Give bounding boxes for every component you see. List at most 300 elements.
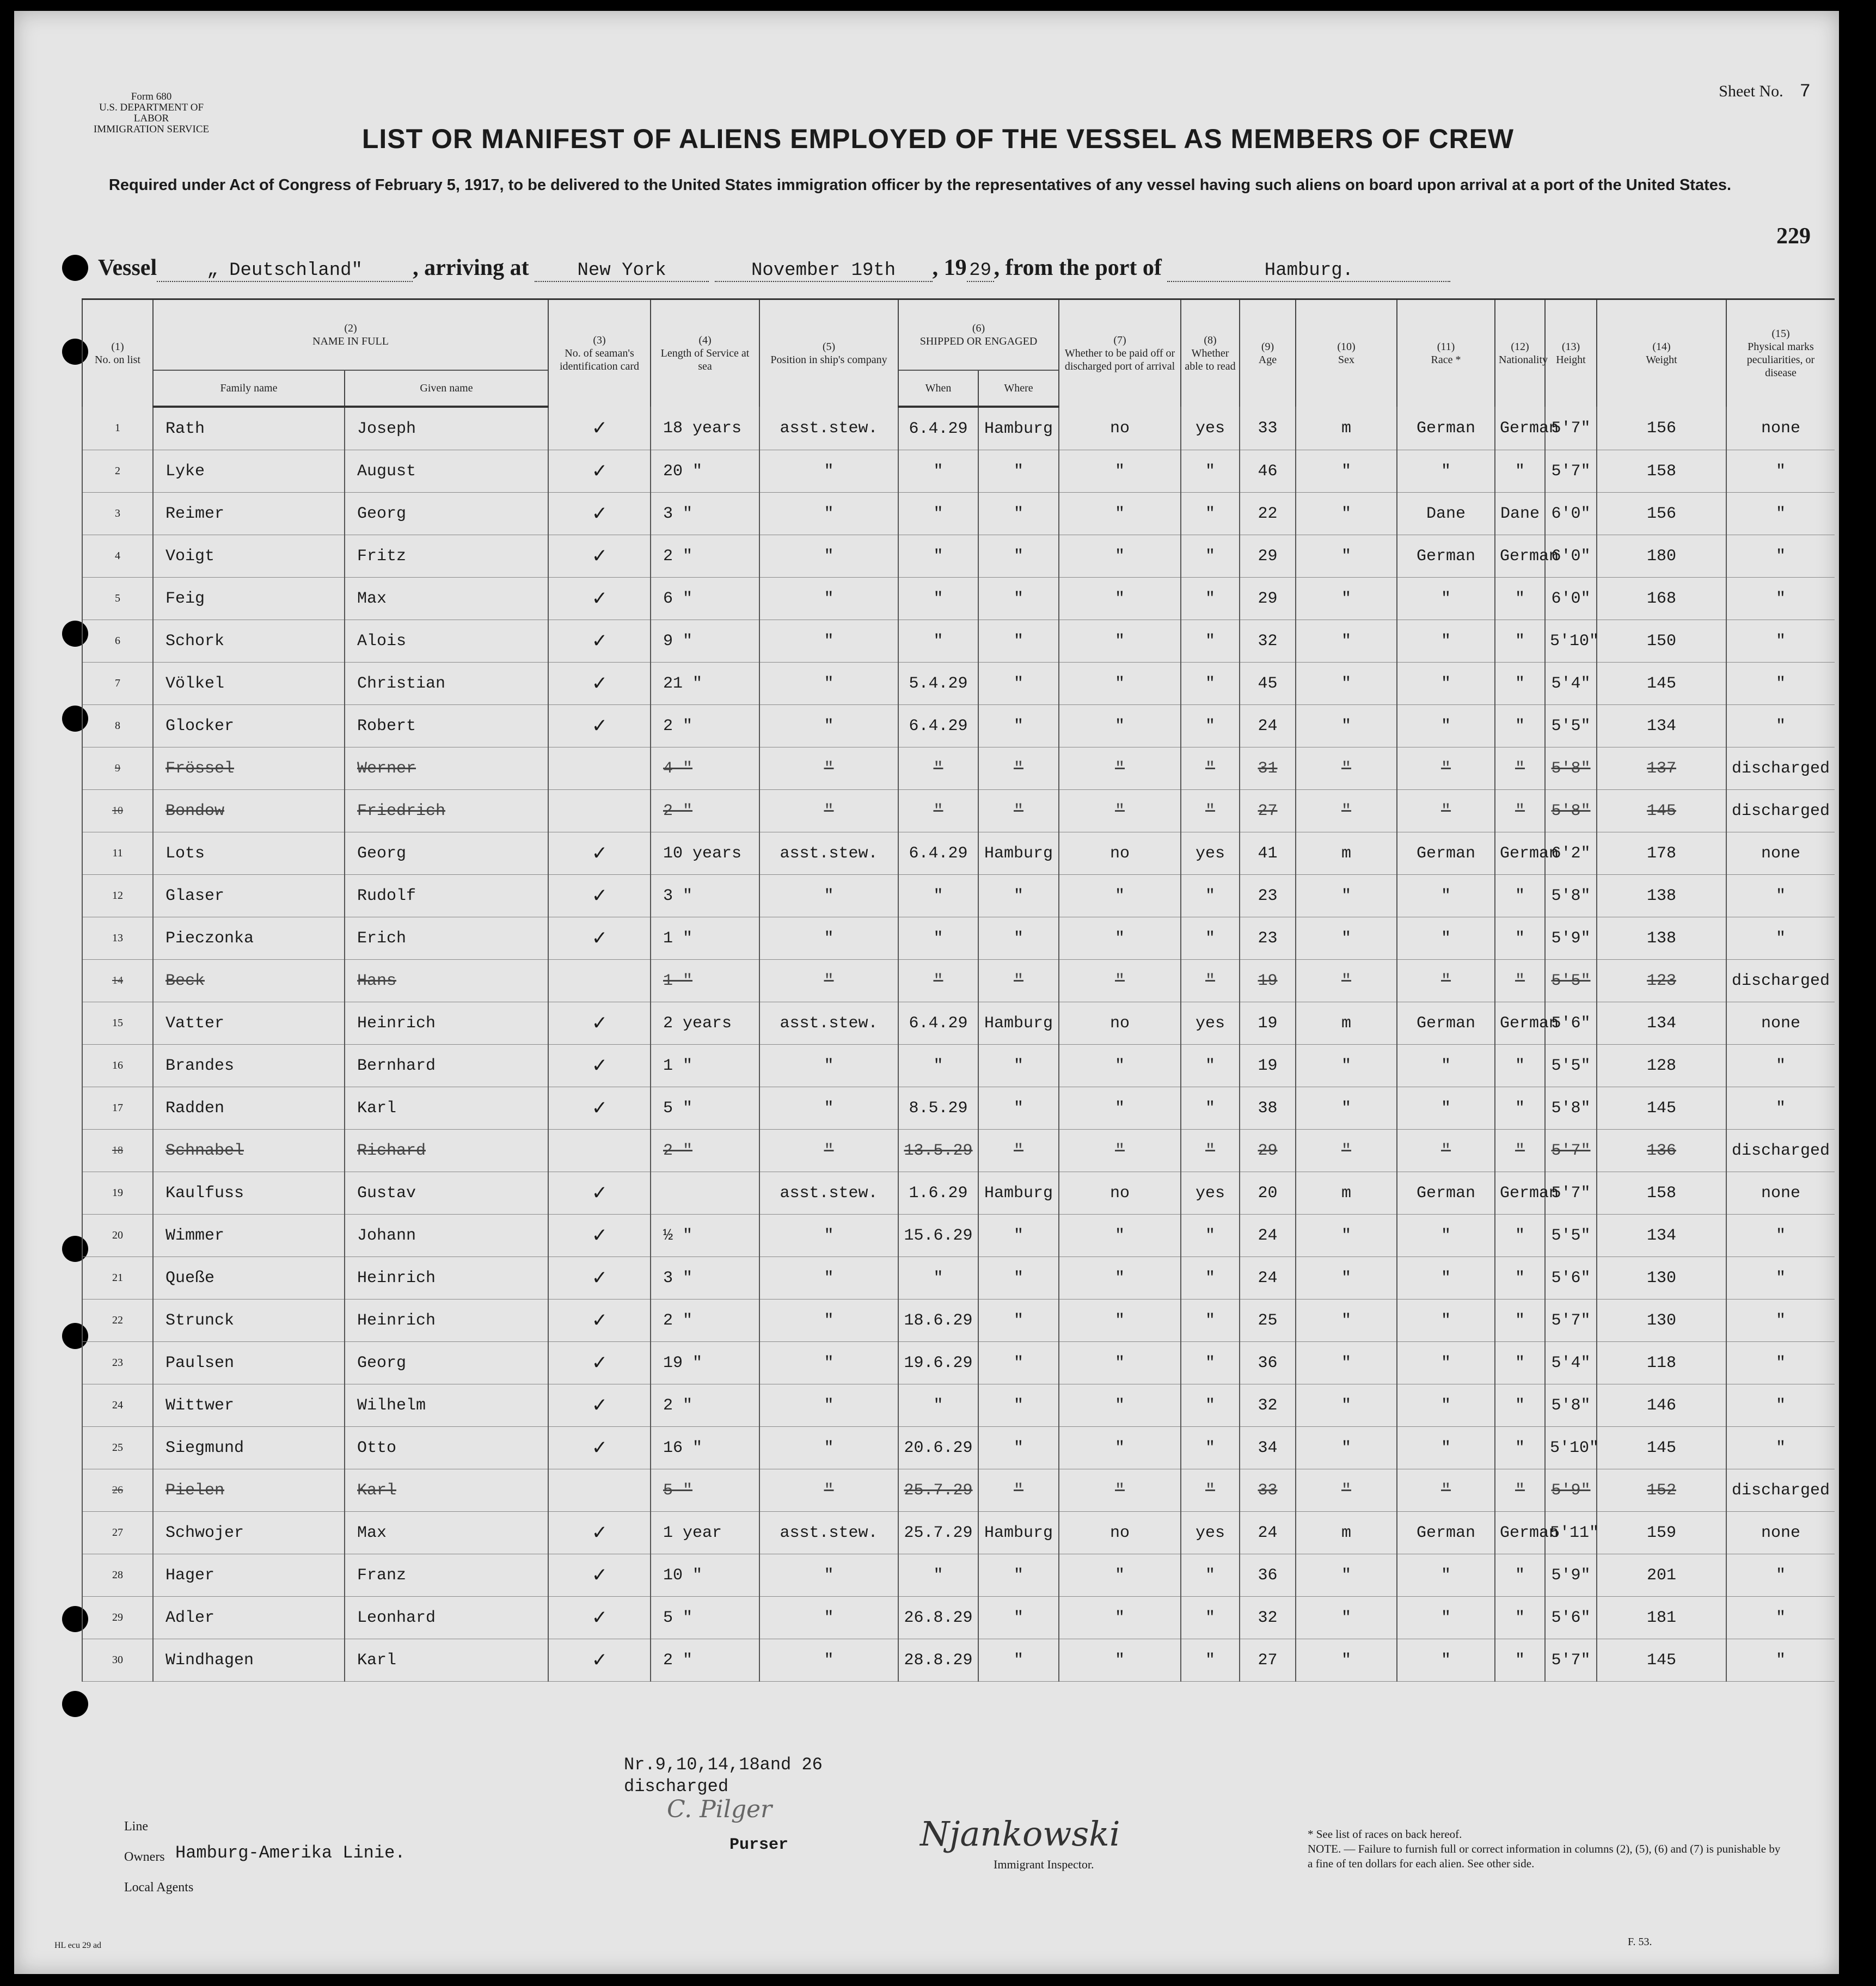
height-cell: 6'0" — [1545, 535, 1597, 578]
height-cell: 5'6" — [1545, 1002, 1597, 1045]
shipped-where-cell: Hamburg — [978, 1002, 1059, 1045]
table-row — [82, 1087, 1835, 1130]
position-cell: " — [759, 747, 898, 790]
age-cell: 24 — [1240, 1512, 1296, 1554]
shipped-where-cell: " — [978, 960, 1059, 1002]
crew-table — [82, 298, 1835, 1682]
owners-value: Hamburg-Amerika Linie. — [175, 1843, 406, 1863]
table-row — [82, 1215, 1835, 1257]
age-cell: 24 — [1240, 705, 1296, 747]
paid-off-cell: no — [1059, 1172, 1181, 1215]
table-row — [82, 1257, 1835, 1300]
given-name-cell: Werner — [345, 747, 548, 790]
col-index: (7) — [1113, 334, 1126, 346]
id-card-check-cell: ✓ — [548, 1512, 651, 1554]
id-card-check-cell — [548, 1469, 651, 1512]
paid-off-cell: " — [1059, 1045, 1181, 1087]
nationality-cell: " — [1495, 1597, 1545, 1639]
position-cell: " — [759, 1087, 898, 1130]
shipped-when-cell: " — [898, 578, 978, 620]
sex-cell: " — [1296, 1639, 1397, 1682]
shipped-where-cell: " — [978, 620, 1059, 663]
position-cell: " — [759, 790, 898, 832]
col-height-header — [1545, 299, 1597, 407]
row-number-cell: 22 — [82, 1300, 153, 1342]
table-row — [82, 1045, 1835, 1087]
shipped-where-cell: " — [978, 1045, 1059, 1087]
age-cell: 29 — [1240, 1130, 1296, 1172]
col-index: (4) — [698, 334, 712, 346]
weight-cell: 145 — [1597, 790, 1726, 832]
position-cell: " — [759, 620, 898, 663]
physical-marks-cell: discharged — [1726, 790, 1835, 832]
id-card-check-cell — [548, 960, 651, 1002]
id-card-check-cell: ✓ — [548, 1554, 651, 1597]
shipped-where-cell: " — [978, 1427, 1059, 1469]
able-to-read-cell: " — [1181, 1384, 1240, 1427]
family-name-cell: Schnabel — [153, 1130, 345, 1172]
shipped-when-cell: 19.6.29 — [898, 1342, 978, 1384]
shipped-where-cell: Hamburg — [978, 832, 1059, 875]
age-cell: 32 — [1240, 1384, 1296, 1427]
given-name-cell: Karl — [345, 1087, 548, 1130]
family-name-cell: Windhagen — [153, 1639, 345, 1682]
shipped-when-cell: 25.7.29 — [898, 1512, 978, 1554]
table-row — [82, 578, 1835, 620]
given-name-cell: Leonhard — [345, 1597, 548, 1639]
service-length-cell: 6 " — [651, 578, 759, 620]
paid-off-cell: " — [1059, 1300, 1181, 1342]
id-card-check-cell: ✓ — [548, 875, 651, 917]
position-cell: " — [759, 705, 898, 747]
shipped-where-cell: " — [978, 663, 1059, 705]
id-card-check-cell: ✓ — [548, 705, 651, 747]
id-card-check-cell: ✓ — [548, 1384, 651, 1427]
age-cell: 19 — [1240, 960, 1296, 1002]
race-cell: " — [1397, 663, 1495, 705]
nationality-cell: " — [1495, 1215, 1545, 1257]
weight-cell: 137 — [1597, 747, 1726, 790]
id-card-check-cell: ✓ — [548, 620, 651, 663]
weight-cell: 123 — [1597, 960, 1726, 1002]
service-length-cell: 2 " — [651, 1130, 759, 1172]
inspector-label: Immigrant Inspector. — [994, 1858, 1094, 1871]
shipped-where-cell: " — [978, 1130, 1059, 1172]
sex-cell: " — [1296, 1554, 1397, 1597]
col-weight-header — [1597, 299, 1726, 407]
height-cell: 5'4" — [1545, 1342, 1597, 1384]
shipped-where-cell: " — [978, 747, 1059, 790]
sex-cell: " — [1296, 917, 1397, 960]
row-number-cell: 13 — [82, 917, 153, 960]
age-cell: 29 — [1240, 535, 1296, 578]
id-card-check-cell: ✓ — [548, 1002, 651, 1045]
sex-cell: " — [1296, 1130, 1397, 1172]
race-cell: " — [1397, 1554, 1495, 1597]
family-name-cell: Brandes — [153, 1045, 345, 1087]
family-name-cell: Radden — [153, 1087, 345, 1130]
race-cell: " — [1397, 1469, 1495, 1512]
shipped-where-cell: " — [978, 1639, 1059, 1682]
id-card-check-cell: ✓ — [548, 832, 651, 875]
position-cell: " — [759, 1554, 898, 1597]
position-cell: " — [759, 1384, 898, 1427]
nationality-cell: " — [1495, 705, 1545, 747]
col-label: NAME IN FULL — [312, 335, 389, 347]
table-row — [82, 1512, 1835, 1554]
sex-cell: " — [1296, 1215, 1397, 1257]
able-to-read-cell: " — [1181, 1554, 1240, 1597]
family-name-cell: Völkel — [153, 663, 345, 705]
table-row — [82, 1130, 1835, 1172]
family-name-cell: Vatter — [153, 1002, 345, 1045]
weight-cell: 130 — [1597, 1257, 1726, 1300]
shipped-where-cell: " — [978, 1257, 1059, 1300]
weight-cell: 138 — [1597, 875, 1726, 917]
arrival-port: New York — [535, 260, 709, 282]
weight-cell: 134 — [1597, 1215, 1726, 1257]
able-to-read-cell: yes — [1181, 832, 1240, 875]
able-to-read-cell: " — [1181, 1342, 1240, 1384]
col-number-header — [82, 299, 153, 407]
race-cell: " — [1397, 705, 1495, 747]
weight-cell: 145 — [1597, 1639, 1726, 1682]
col-index: (15) — [1771, 328, 1790, 340]
given-name-cell: Christian — [345, 663, 548, 705]
row-number-cell: 1 — [82, 407, 153, 450]
line-label: Line — [124, 1819, 148, 1834]
given-name-cell: Richard — [345, 1130, 548, 1172]
age-cell: 19 — [1240, 1045, 1296, 1087]
table-row — [82, 960, 1835, 1002]
given-name-cell: Bernhard — [345, 1045, 548, 1087]
physical-marks-cell: none — [1726, 1512, 1835, 1554]
given-name-cell: Franz — [345, 1554, 548, 1597]
row-number-cell: 12 — [82, 875, 153, 917]
paid-off-cell: " — [1059, 1257, 1181, 1300]
paid-off-cell: " — [1059, 1639, 1181, 1682]
weight-cell: 145 — [1597, 1427, 1726, 1469]
col-marks-header — [1726, 299, 1835, 407]
age-cell: 33 — [1240, 1469, 1296, 1512]
physical-marks-cell: " — [1726, 705, 1835, 747]
paid-off-cell: " — [1059, 620, 1181, 663]
position-cell: " — [759, 960, 898, 1002]
able-to-read-cell: yes — [1181, 1512, 1240, 1554]
able-to-read-cell: " — [1181, 917, 1240, 960]
height-cell: 5'9" — [1545, 1469, 1597, 1512]
service-length-cell: 1 " — [651, 1045, 759, 1087]
table-row — [82, 1427, 1835, 1469]
family-name-cell: Lots — [153, 832, 345, 875]
able-to-read-cell: " — [1181, 450, 1240, 493]
shipped-when-cell: 26.8.29 — [898, 1597, 978, 1639]
col-index: (1) — [111, 341, 124, 353]
table-row — [82, 917, 1835, 960]
family-name-cell: Paulsen — [153, 1342, 345, 1384]
race-cell: " — [1397, 875, 1495, 917]
col-label: Age — [1258, 354, 1277, 366]
height-cell: 6'0" — [1545, 578, 1597, 620]
position-cell: " — [759, 1427, 898, 1469]
physical-marks-cell: " — [1726, 1597, 1835, 1639]
paid-off-cell: " — [1059, 1130, 1181, 1172]
col-label: Nationality — [1499, 354, 1548, 366]
col-nationality-header — [1495, 299, 1548, 407]
age-cell: 34 — [1240, 1427, 1296, 1469]
service-length-cell: 21 " — [651, 663, 759, 705]
year-prefix: , 19 — [932, 255, 967, 280]
shipped-when-cell: 6.4.29 — [898, 705, 978, 747]
paid-off-cell: " — [1059, 875, 1181, 917]
paid-off-cell: " — [1059, 790, 1181, 832]
position-cell: " — [759, 1215, 898, 1257]
sex-cell: " — [1296, 1300, 1397, 1342]
sex-cell: " — [1296, 1045, 1397, 1087]
service-length-cell: 10 " — [651, 1554, 759, 1597]
col-position-header — [759, 299, 898, 407]
family-name-cell: Glocker — [153, 705, 345, 747]
given-name-cell: Max — [345, 578, 548, 620]
race-cell: " — [1397, 450, 1495, 493]
col-card-header — [548, 299, 651, 407]
position-cell: asst.stew. — [759, 1002, 898, 1045]
shipped-when-cell: " — [898, 493, 978, 535]
row-number-cell: 17 — [82, 1087, 153, 1130]
position-cell: " — [759, 1342, 898, 1384]
age-cell: 45 — [1240, 663, 1296, 705]
arrival-year: 29 — [967, 260, 994, 282]
age-cell: 33 — [1240, 407, 1296, 450]
race-cell: " — [1397, 620, 1495, 663]
row-number-cell: 27 — [82, 1512, 153, 1554]
position-cell: " — [759, 663, 898, 705]
row-number-cell: 23 — [82, 1342, 153, 1384]
paid-off-cell: " — [1059, 1427, 1181, 1469]
race-cell: " — [1397, 1045, 1495, 1087]
physical-marks-cell: " — [1726, 1639, 1835, 1682]
id-card-check-cell: ✓ — [548, 493, 651, 535]
able-to-read-cell: yes — [1181, 1002, 1240, 1045]
given-name-cell: Karl — [345, 1639, 548, 1682]
id-card-check-cell: ✓ — [548, 1427, 651, 1469]
penalty-note: NOTE. — Failure to furnish full or correct information in columns (2), (5), (6) and (7) is punishable by a fine of ten dollars for each alien. See other side. — [1308, 1842, 1781, 1870]
race-cell: German — [1397, 1172, 1495, 1215]
family-name-cell: Schork — [153, 620, 345, 663]
given-name-cell: August — [345, 450, 548, 493]
shipped-when-cell: 5.4.29 — [898, 663, 978, 705]
family-name-cell: Glaser — [153, 875, 345, 917]
table-row — [82, 1469, 1835, 1512]
table-row — [82, 1002, 1835, 1045]
position-cell: asst.stew. — [759, 1172, 898, 1215]
position-cell: asst.stew. — [759, 832, 898, 875]
row-number-cell: 3 — [82, 493, 153, 535]
given-name-cell: Joseph — [345, 407, 548, 450]
age-cell: 23 — [1240, 875, 1296, 917]
family-name-cell: Feig — [153, 578, 345, 620]
race-cell: " — [1397, 960, 1495, 1002]
able-to-read-cell: " — [1181, 1469, 1240, 1512]
shipped-when-cell: " — [898, 1045, 978, 1087]
age-cell: 25 — [1240, 1300, 1296, 1342]
physical-marks-cell: " — [1726, 535, 1835, 578]
table-row — [82, 1300, 1835, 1342]
shipped-when-cell: " — [898, 875, 978, 917]
position-cell: " — [759, 578, 898, 620]
id-card-check-cell — [548, 790, 651, 832]
weight-cell: 158 — [1597, 450, 1726, 493]
col-index: (13) — [1561, 341, 1580, 353]
discharged-note — [624, 1754, 823, 1798]
service-length-cell: 1 " — [651, 960, 759, 1002]
age-cell: 32 — [1240, 1597, 1296, 1639]
form-code-footer: F. 53. — [1628, 1936, 1652, 1948]
weight-cell: 146 — [1597, 1384, 1726, 1427]
race-cell: " — [1397, 1384, 1495, 1427]
shipped-where-cell: " — [978, 1469, 1059, 1512]
sex-cell: " — [1296, 535, 1397, 578]
row-number-cell: 9 — [82, 747, 153, 790]
col-label: Length of Service at sea — [660, 347, 750, 372]
sex-cell: " — [1296, 493, 1397, 535]
shipped-where-cell: Hamburg — [978, 407, 1059, 450]
discharged-numbers: Nr.9,10,14,18and 26 — [624, 1755, 823, 1775]
given-name-cell: Georg — [345, 832, 548, 875]
age-cell: 27 — [1240, 1639, 1296, 1682]
physical-marks-cell: " — [1726, 917, 1835, 960]
service-length-cell: 5 " — [651, 1469, 759, 1512]
sex-cell: " — [1296, 1469, 1397, 1512]
service-length-cell: 5 " — [651, 1087, 759, 1130]
paid-off-cell: " — [1059, 493, 1181, 535]
service-length-cell: 2 years — [651, 1002, 759, 1045]
family-name-cell: Rath — [153, 407, 345, 450]
race-cell: " — [1397, 1215, 1495, 1257]
nationality-cell: " — [1495, 663, 1545, 705]
service-length-cell: 3 " — [651, 875, 759, 917]
weight-cell: 168 — [1597, 578, 1726, 620]
nationality-cell: German — [1495, 1172, 1545, 1215]
vessel-name: „ Deutschland" — [157, 260, 413, 282]
col-given-name-header: Given name — [345, 370, 548, 407]
id-card-check-cell: ✓ — [548, 535, 651, 578]
age-cell: 27 — [1240, 790, 1296, 832]
nationality-cell: " — [1495, 875, 1545, 917]
row-number-cell: 6 — [82, 620, 153, 663]
height-cell: 6'2" — [1545, 832, 1597, 875]
sex-cell: " — [1296, 620, 1397, 663]
paid-off-cell: " — [1059, 450, 1181, 493]
shipped-when-cell: 28.8.29 — [898, 1639, 978, 1682]
row-number-cell: 29 — [82, 1597, 153, 1639]
height-cell: 5'5" — [1545, 1045, 1597, 1087]
position-cell: " — [759, 1639, 898, 1682]
height-cell: 5'7" — [1545, 1172, 1597, 1215]
col-index: (3) — [593, 334, 606, 346]
height-cell: 5'8" — [1545, 747, 1597, 790]
table-row — [82, 1342, 1835, 1384]
paid-off-cell: no — [1059, 832, 1181, 875]
physical-marks-cell: none — [1726, 407, 1835, 450]
family-name-cell: Bondow — [153, 790, 345, 832]
service-length-cell: 2 " — [651, 1639, 759, 1682]
family-name-cell: Adler — [153, 1597, 345, 1639]
col-label: Race * — [1431, 354, 1461, 366]
weight-cell: 136 — [1597, 1130, 1726, 1172]
race-cell: " — [1397, 1639, 1495, 1682]
position-cell: " — [759, 493, 898, 535]
row-number-cell: 16 — [82, 1045, 153, 1087]
race-note: * See list of races on back hereof. — [1308, 1828, 1462, 1841]
able-to-read-cell: " — [1181, 1639, 1240, 1682]
height-cell: 5'8" — [1545, 1087, 1597, 1130]
id-card-check-cell: ✓ — [548, 1215, 651, 1257]
weight-cell: 130 — [1597, 1300, 1726, 1342]
race-cell: German — [1397, 535, 1495, 578]
able-to-read-cell: " — [1181, 1300, 1240, 1342]
service-length-cell: 2 " — [651, 705, 759, 747]
col-index: (6) — [972, 322, 985, 334]
sex-cell: " — [1296, 450, 1397, 493]
inspector-signature: Njankowski — [920, 1814, 1120, 1854]
able-to-read-cell: " — [1181, 1045, 1240, 1087]
race-cell: " — [1397, 917, 1495, 960]
table-row — [82, 1597, 1835, 1639]
nationality-cell: Dane — [1495, 493, 1545, 535]
id-card-check-cell: ✓ — [548, 1257, 651, 1300]
age-cell: 24 — [1240, 1257, 1296, 1300]
col-label: No. of seaman's identification card — [559, 347, 640, 372]
able-to-read-cell: " — [1181, 493, 1240, 535]
table-row — [82, 832, 1835, 875]
row-number-cell: 28 — [82, 1554, 153, 1597]
nationality-cell: German — [1495, 407, 1545, 450]
row-number-cell: 11 — [82, 832, 153, 875]
weight-cell: 152 — [1597, 1469, 1726, 1512]
paid-off-cell: no — [1059, 1002, 1181, 1045]
shipped-when-cell: " — [898, 1257, 978, 1300]
id-card-check-cell: ✓ — [548, 917, 651, 960]
shipped-when-cell: 25.7.29 — [898, 1469, 978, 1512]
row-number-cell: 14 — [82, 960, 153, 1002]
able-to-read-cell: yes — [1181, 407, 1240, 450]
shipped-where-cell: " — [978, 705, 1059, 747]
departure-port: Hamburg. — [1167, 260, 1450, 282]
family-name-cell: Pielen — [153, 1469, 345, 1512]
paid-off-cell: " — [1059, 1469, 1181, 1512]
physical-marks-cell: none — [1726, 1002, 1835, 1045]
id-card-check-cell: ✓ — [548, 407, 651, 450]
position-cell: " — [759, 917, 898, 960]
table-row — [82, 620, 1835, 663]
given-name-cell: Heinrich — [345, 1002, 548, 1045]
paid-off-cell: no — [1059, 407, 1181, 450]
position-cell: asst.stew. — [759, 407, 898, 450]
physical-marks-cell: " — [1726, 1257, 1835, 1300]
physical-marks-cell: " — [1726, 1300, 1835, 1342]
position-cell: " — [759, 1597, 898, 1639]
height-cell: 5'4" — [1545, 663, 1597, 705]
sex-cell: " — [1296, 875, 1397, 917]
purser-signature: C. Pilger — [667, 1795, 773, 1823]
shipped-when-cell: " — [898, 790, 978, 832]
weight-cell: 145 — [1597, 663, 1726, 705]
age-cell: 29 — [1240, 578, 1296, 620]
family-name-cell: Lyke — [153, 450, 345, 493]
weight-cell: 150 — [1597, 620, 1726, 663]
sheet-number — [1719, 82, 1811, 102]
